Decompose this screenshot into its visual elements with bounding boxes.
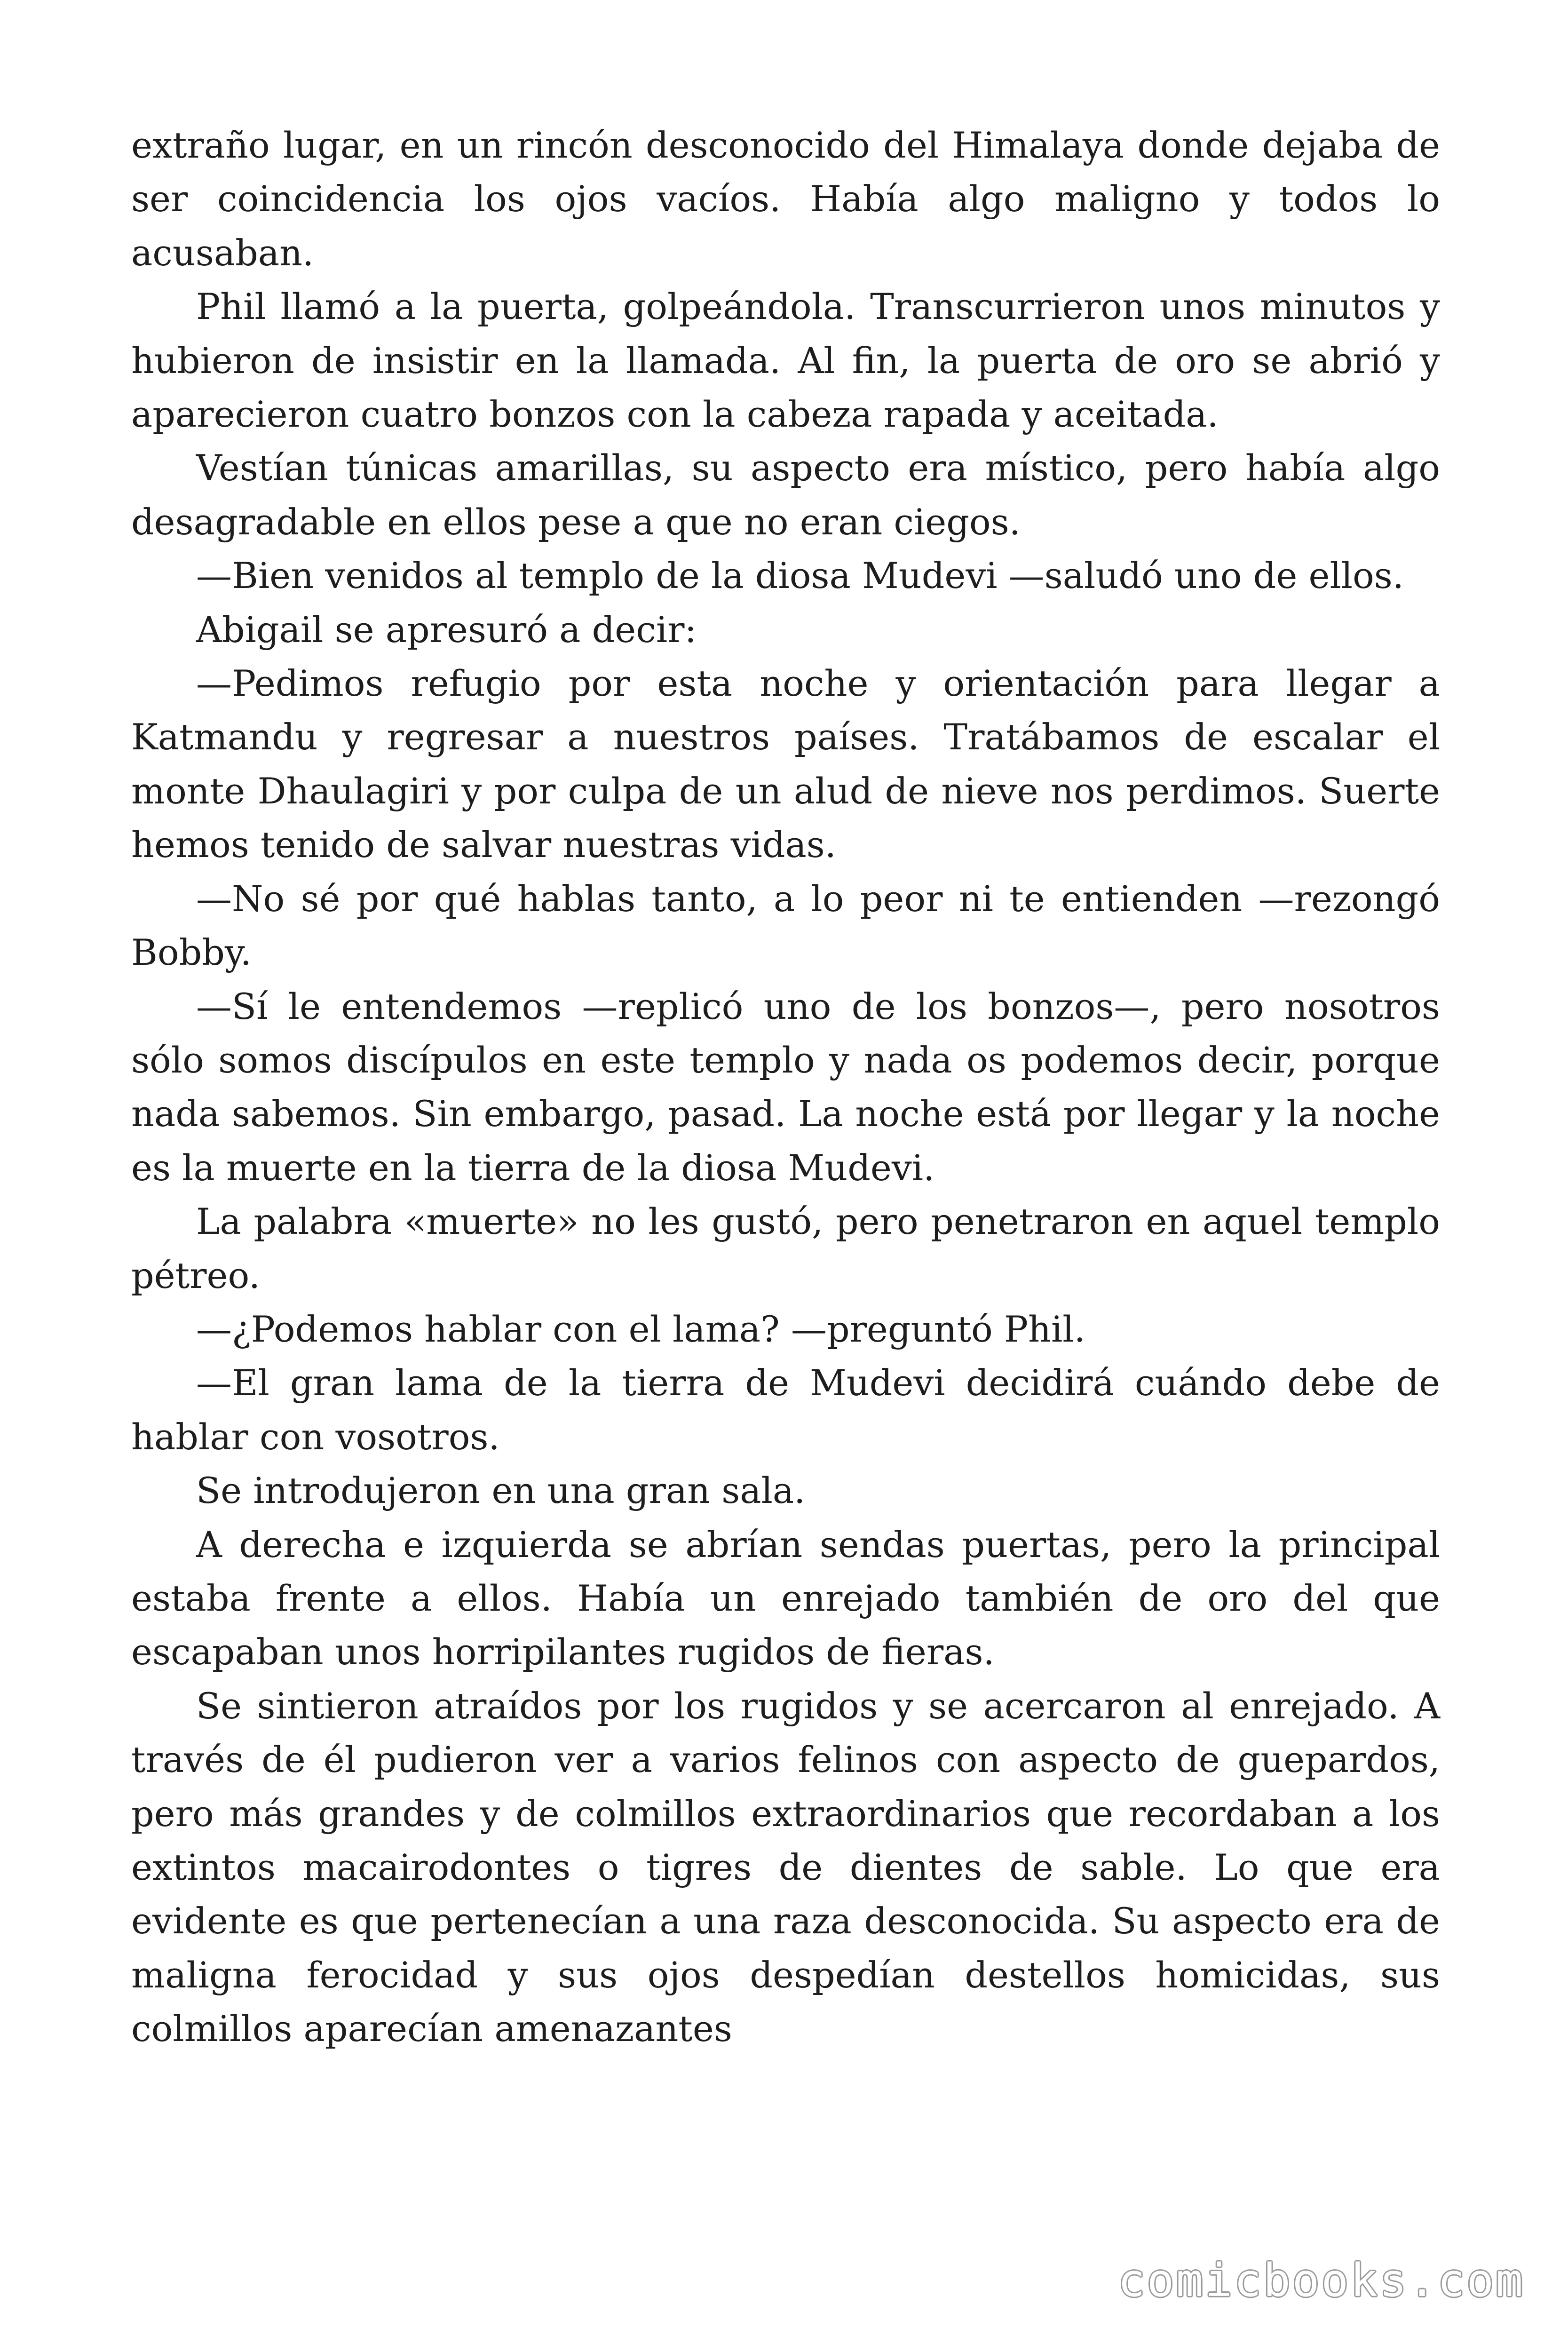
paragraph: —El gran lama de la tierra de Mudevi decidirá cuándo debe de hablar con vosotros. [131,1362,1440,1458]
paragraph: Phil llamó a la puerta, golpeándola. Transcurrieron unos minutos y hubieron de insistir en la llamada. Al fin, la puerta de oro se abrió y aparecieron cuatro bonzos con la cabeza rapada y aceitada. [131,286,1440,436]
paragraph: Se sintieron atraídos por los rugidos y se acercaron al enrejado. A través de él pudieron ver a varios felinos con aspecto de guepardos, pero más grandes y de colmillos extraordinarios que recordaban a los extintos macairodontes o tigres de dientes de sable. Lo que era evidente es que pertenecían a una raza desconocida. Su aspecto era de maligna ferocidad y sus ojos despedían destellos homicidas, sus colmillos aparecían amenazantes [131,1685,1440,2050]
paragraph: extraño lugar, en un rincón desconocido del Himalaya donde dejaba de ser coincidencia los ojos vacíos. Había algo maligno y todos lo acusaban. [131,124,1440,274]
paragraph: Se introdujeron en una gran sala. [196,1470,806,1512]
paragraph: —Pedimos refugio por esta noche y orientación para llegar a Katmandu y regresar a nuestros países. Tratábamos de escalar el monte Dhaulagiri y por culpa de un alud de nieve nos perdimos. Suerte hemos tenido de salvar nuestras vidas. [131,662,1440,866]
paragraph: —Sí le entendemos —replicó uno de los bonzos—, pero nosotros sólo somos discípulos en este templo y nada os podemos decir, porque nada sabemos. Sin embargo, pasad. La noche está por llegar y la noche es la muerte en la tierra de la diosa Mudevi. [131,985,1440,1189]
watermark-logo: comicbooks.com [1117,2254,1525,2307]
body-text [131,119,1440,2056]
paragraph: —¿Podemos hablar con el lama? —preguntó Phil. [196,1308,1085,1350]
paragraph: A derecha e izquierda se abrían sendas puertas, pero la principal estaba frente a ellos. Había un enrejado también de oro del que escapaban unos horripilantes rugidos de fieras. [131,1523,1440,1673]
paragraph: Vestían túnicas amarillas, su aspecto era místico, pero había algo desagradable en ellos pese a que no eran ciegos. [131,447,1440,543]
paragraph: La palabra «muerte» no les gustó, pero penetraron en aquel templo pétreo. [131,1200,1440,1296]
paragraph: Abigail se apresuró a decir: [196,608,697,651]
paragraph: —No sé por qué hablas tanto, a lo peor ni te entienden —rezongó Bobby. [131,877,1440,974]
paragraph: —Bien venidos al templo de la diosa Mudevi —saludó uno de ellos. [196,555,1404,597]
